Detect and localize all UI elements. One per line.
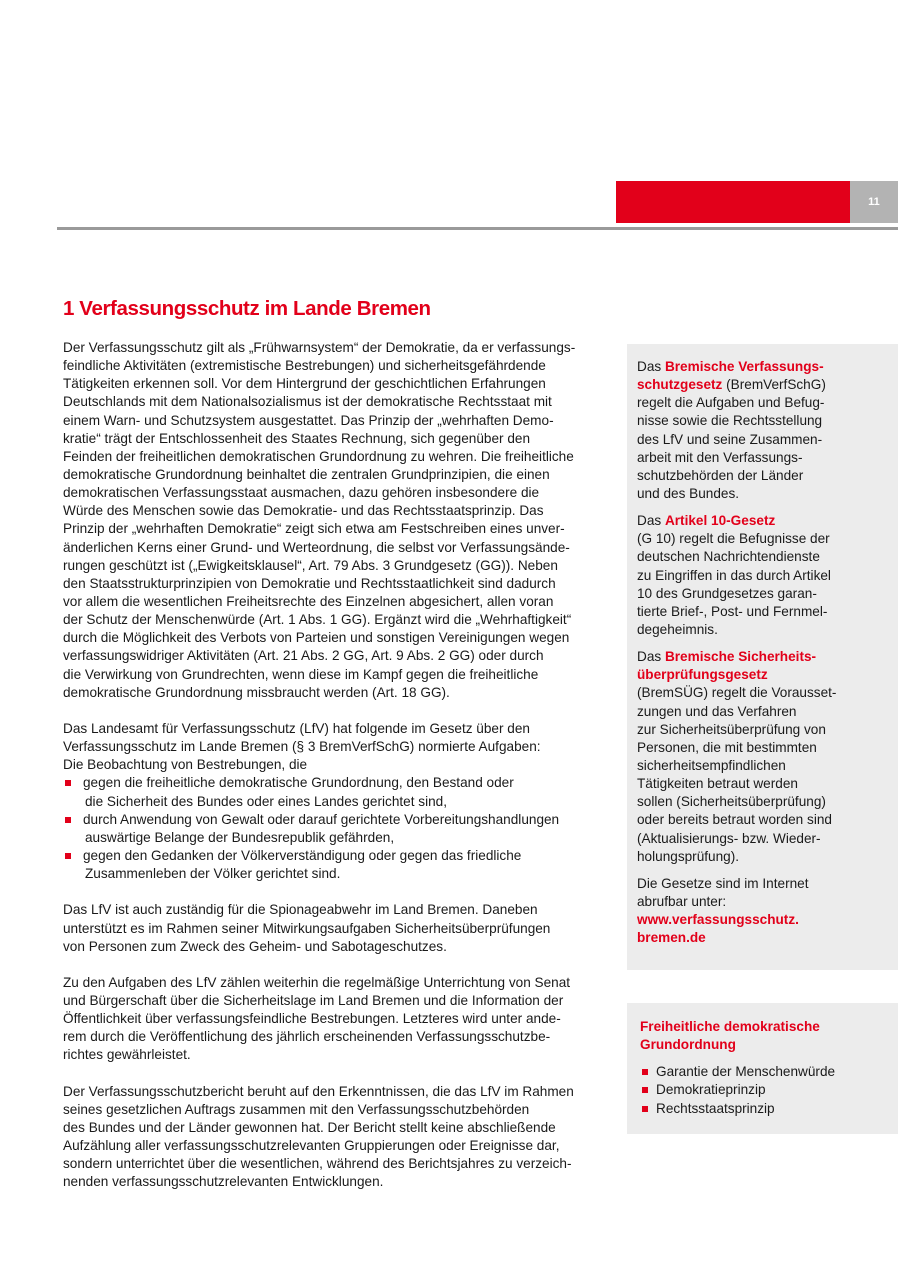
list-item-continuation: die Sicherheit des Bundes oder eines Landes gerichtet sind, bbox=[85, 793, 447, 809]
website-link[interactable]: www.verfassungsschutz. bbox=[637, 912, 799, 928]
text-line: demokratische Grundordnung beinhaltet die zentralen Grundprinzipien, die einen bbox=[63, 466, 550, 482]
bullet-square-icon bbox=[642, 1087, 648, 1093]
text-line: Die Beobachtung von Bestrebungen, die bbox=[63, 757, 308, 773]
text-line: des Bundes und der Länder gewonnen hat. Der Bericht stellt keine abschließende bbox=[63, 1120, 556, 1136]
list-item: Demokratieprinzip bbox=[640, 1081, 895, 1099]
text-line: Das LfV ist auch zuständig für die Spionageabwehr im Land Bremen. Daneben bbox=[63, 902, 538, 918]
paragraph-2 bbox=[63, 720, 611, 774]
text-line: Zu den Aufgaben des LfV zählen weiterhin die regelmäßige Unterrichtung von Senat bbox=[63, 974, 571, 990]
header-red-bar bbox=[616, 181, 850, 223]
text-line: Würde des Menschen sowie das Demokratie- und das Rechtsstaatsprinzip. Das bbox=[63, 503, 544, 519]
bullet-square-icon bbox=[65, 780, 71, 786]
text-line: änderlichen Kerns einer Grund- und Werteordnung, die selbst vor Verfassungsände- bbox=[63, 539, 570, 555]
paragraph-4 bbox=[63, 974, 611, 1065]
bullet-square-icon bbox=[642, 1069, 648, 1075]
text-line: nenden verfassungsschutzrelevanten Entwicklungen. bbox=[63, 1174, 384, 1190]
text-line: Der Verfassungsschutz gilt als „Frühwarnsystem“ der Demokratie, da er verfassungs- bbox=[63, 340, 576, 355]
bullet-square-icon bbox=[65, 853, 71, 859]
law-bremverfschg: Das Bremische Verfassungs- schutzgesetz (BremVerfSchG) regelt die Aufgaben und Befug- nisse sowie die Rechtsstellung des LfV und seine Zusammen- arbeit mit den Verfassungs- schutzbehörden der Länder und des Bundes. bbox=[637, 359, 826, 501]
law-name: überprüfungsgesetz bbox=[637, 667, 768, 683]
bullet-square-icon bbox=[65, 817, 71, 823]
text-line: sondern unterrichtet über die wesentlichen, während des Berichtsjahres zu verzeich- bbox=[63, 1156, 572, 1172]
text-line: durch die Möglichkeit des Verbots von Parteien und sonstigen Vereinigungen wegen bbox=[63, 630, 570, 646]
text-line: von Personen zum Zweck des Geheim- und Sabotageschutzes. bbox=[63, 938, 447, 954]
text-line: der Schutz der Menschenwürde (Art. 1 Abs. 1 GG). Ergänzt wird die „Wehrhaftigkeit“ bbox=[63, 612, 572, 628]
task-list bbox=[63, 774, 611, 883]
law-name: schutzgesetz bbox=[637, 377, 723, 393]
paragraph-1 bbox=[63, 339, 611, 702]
internet-note: Die Gesetze sind im Internet abrufbar unter: www.verfassungsschutz. bremen.de bbox=[637, 875, 892, 948]
bullet-square-icon bbox=[642, 1106, 648, 1112]
law-g10: Das Artikel 10-Gesetz (G 10) regelt die Befugnisse der deutschen Nachrichtendienste zu Eingriffen in das durch Artikel 10 des Grundgesetzes garan- tierte Brief-, Post- und Fernmel- degeheimnis. bbox=[637, 513, 831, 637]
law-name: Bremische Sicherheits- bbox=[664, 649, 817, 665]
list-item: durch Anwendung von Gewalt oder darauf gerichtete Vorbereitungshandlungen bbox=[63, 811, 611, 829]
page-number: 11 bbox=[850, 181, 898, 223]
text-line: Öffentlichkeit über verfassungsfeindliche Bestrebungen. Letzteres wird unter ande- bbox=[63, 1011, 561, 1027]
text-line: und Bürgerschaft über die Sicherheitslage im Land Bremen und die Information der bbox=[63, 993, 564, 1009]
sidebar-fdgo-box bbox=[627, 1003, 898, 1134]
text-line: den Staatsstrukturprinzipien von Demokratie und Rechtsstaatlichkeit sind dadurch bbox=[63, 575, 556, 591]
text-line: Verfassungsschutz im Lande Bremen (§ 3 BremVerfSchG) normierte Aufgaben: bbox=[63, 739, 541, 755]
text-line: Das Landesamt für Verfassungsschutz (LfV) hat folgende im Gesetz über den bbox=[63, 720, 530, 736]
list-item: gegen die freiheitliche demokratische Grundordnung, den Bestand oder bbox=[63, 774, 611, 792]
fdgo-title: Freiheitliche demokratische bbox=[640, 1019, 820, 1034]
text-line: verfassungswidriger Aktivitäten (Art. 21 Abs. 2 GG, Art. 9 Abs. 2 GG) oder durch bbox=[63, 648, 544, 664]
list-item-continuation: Zusammenleben der Völker gerichtet sind. bbox=[85, 866, 341, 882]
text-line: demokratischen Verfassungsstaat ausmachen, dazu gehören insbesondere die bbox=[63, 485, 540, 501]
text-line: Deutschlands mit dem Nationalsozialismus ist der demokratische Rechtsstaat mit bbox=[63, 394, 552, 410]
list-item: Rechtsstaatsprinzip bbox=[640, 1100, 895, 1118]
text-line: feindliche Aktivitäten (extremistische Bestrebungen) und sicherheitsgefährdende bbox=[63, 358, 546, 374]
text-line: rungen geschützt ist („Ewigkeitsklausel“, Art. 79 Abs. 3 Grundgesetz (GG)). Neben bbox=[63, 557, 558, 573]
text-line: die Verwirkung von Grundrechten, wenn diese im Kampf gegen die freiheitliche bbox=[63, 666, 539, 682]
text-line: rem durch die Veröffentlichung des jährlich erscheinenden Verfassungsschutzbe- bbox=[63, 1029, 551, 1045]
list-item-continuation: auswärtige Belange der Bundesrepublik gefährden, bbox=[85, 829, 395, 845]
law-name: Bremische Verfassungs- bbox=[664, 359, 824, 374]
text-line: kratie“ trägt der Entschlossenheit des Staates Rechnung, sich gegenüber den bbox=[63, 430, 531, 446]
header-rule bbox=[57, 227, 898, 230]
list-item: Garantie der Menschenwürde bbox=[640, 1063, 895, 1081]
list-item: gegen den Gedanken der Völkerverständigung oder gegen das friedliche bbox=[63, 847, 611, 865]
text-line: seines gesetzlichen Auftrags zusammen mit den Verfassungsschutzbehörden bbox=[63, 1101, 530, 1117]
text-line: einem Warn- und Schutzsystem ausgestattet. Das Prinzip der „wehrhaften Demo- bbox=[63, 412, 554, 428]
text-line: richtes gewährleistet. bbox=[63, 1047, 191, 1063]
chapter-title: 1 Verfassungsschutz im Lande Bremen bbox=[63, 297, 431, 320]
text-line: demokratische Grundordnung missbraucht werden (Art. 18 GG). bbox=[63, 684, 450, 700]
fdgo-title: Grundordnung bbox=[640, 1037, 736, 1053]
law-name: Artikel 10-Gesetz bbox=[664, 513, 776, 529]
text-line: Aufzählung aller verfassungsschutzrelevanten Gruppierungen oder Ereignisse dar, bbox=[63, 1138, 560, 1154]
text-line: Der Verfassungsschutzbericht beruht auf den Erkenntnissen, die das LfV im Rahmen bbox=[63, 1083, 574, 1099]
paragraph-3 bbox=[63, 901, 611, 955]
law-bremsueg: Das Bremische Sicherheits- überprüfungsgesetz (BremSÜG) regelt die Vorausset- zungen und das Verfahren zur Sicherheitsüberprüfung von Personen, die mit bestimmten sicherheitsempfindlichen Tätigkeiten betraut werden sollen (Sicherheitsüberprüfung) oder bereits betraut worden sind (Aktualisierungs- bzw. Wieder- holungsprüfung). bbox=[637, 649, 837, 864]
text-line: vor allem die wesentlichen Freiheitsrechte des Einzelnen abgesichert, allen voran bbox=[63, 593, 554, 609]
sidebar-laws-box bbox=[627, 344, 898, 970]
paragraph-5 bbox=[63, 1083, 611, 1192]
website-link[interactable]: bremen.de bbox=[637, 930, 706, 946]
text-line: Feinden der freiheitlichen demokratischen Grundordnung zu wehren. Die freiheitliche bbox=[63, 448, 574, 464]
text-line: unterstützt es im Rahmen seiner Mitwirkungsaufgaben Sicherheitsüberprüfungen bbox=[63, 920, 551, 936]
text-line: Tätigkeiten erkennen soll. Vor dem Hintergrund der geschichtlichen Erfahrungen bbox=[63, 376, 546, 392]
main-text bbox=[63, 339, 611, 1192]
text-line: Prinzip der „wehrhaften Demokratie“ zeigt sich etwa am Festschreiben eines unver- bbox=[63, 521, 565, 537]
